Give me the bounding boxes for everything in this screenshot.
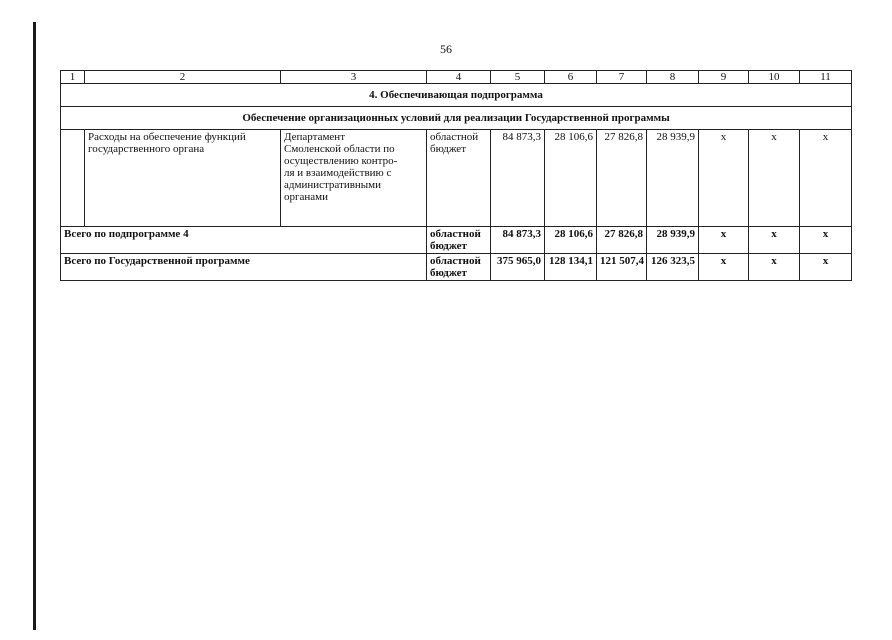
subprogram-total-row <box>61 227 852 254</box>
row-number-cell <box>61 130 85 227</box>
column-number: 7 <box>597 71 647 84</box>
indicator-cell: х <box>800 130 852 227</box>
year1-amount: 128 134,1 <box>545 254 597 281</box>
column-number: 6 <box>545 71 597 84</box>
column-number: 8 <box>647 71 699 84</box>
indicator-cell: х <box>699 254 749 281</box>
indicator-cell: х <box>699 227 749 254</box>
total-amount: 375 965,0 <box>491 254 545 281</box>
column-number: 3 <box>281 71 427 84</box>
indicator-cell: х <box>800 254 852 281</box>
executor-line: Смоленской области по <box>284 143 395 155</box>
indicator-cell: х <box>749 130 800 227</box>
year1-amount: 28 106,6 <box>545 227 597 254</box>
year3-amount: 28 939,9 <box>647 130 699 227</box>
column-number: 5 <box>491 71 545 84</box>
budget-table <box>60 70 852 281</box>
executor <box>281 130 427 227</box>
funding-source: областной бюджет <box>427 254 491 281</box>
year2-amount: 121 507,4 <box>597 254 647 281</box>
page-number: 56 <box>440 42 452 56</box>
program-total-label: Всего по Государственной программе <box>61 254 427 281</box>
year3-amount: 126 323,5 <box>647 254 699 281</box>
indicator-cell: х <box>699 130 749 227</box>
column-number: 2 <box>85 71 281 84</box>
column-number: 9 <box>699 71 749 84</box>
column-number: 10 <box>749 71 800 84</box>
subsection-row <box>61 107 852 130</box>
expense-name: Расходы на обеспечение функций государственного органа <box>85 130 281 227</box>
section-row <box>61 84 852 107</box>
executor-line: административными <box>284 179 382 191</box>
scan-edge-line <box>33 22 36 630</box>
indicator-cell: х <box>749 254 800 281</box>
total-amount: 84 873,3 <box>491 227 545 254</box>
total-amount: 84 873,3 <box>491 130 545 227</box>
funding-source: областной бюджет <box>427 130 491 227</box>
executor-line: Департамент <box>284 131 346 143</box>
column-number: 1 <box>61 71 85 84</box>
column-number: 11 <box>800 71 852 84</box>
column-number-row <box>61 71 852 84</box>
column-number: 4 <box>427 71 491 84</box>
subsection-title: Обеспечение организационных условий для реализации Государственной программы <box>61 107 852 130</box>
executor-line: осуществлению контро- <box>284 155 398 167</box>
executor-line: органами <box>284 191 329 203</box>
indicator-cell: х <box>749 227 800 254</box>
section-title: 4. Обеспечивающая подпрограмма <box>61 84 852 107</box>
funding-source: областной бюджет <box>427 227 491 254</box>
year3-amount: 28 939,9 <box>647 227 699 254</box>
year2-amount: 27 826,8 <box>597 130 647 227</box>
subprogram-total-label: Всего по подпрограмме 4 <box>61 227 427 254</box>
year1-amount: 28 106,6 <box>545 130 597 227</box>
year2-amount: 27 826,8 <box>597 227 647 254</box>
indicator-cell: х <box>800 227 852 254</box>
program-total-row <box>61 254 852 281</box>
table-row <box>61 130 852 227</box>
executor-line: ля и взаимодействию с <box>284 167 392 179</box>
